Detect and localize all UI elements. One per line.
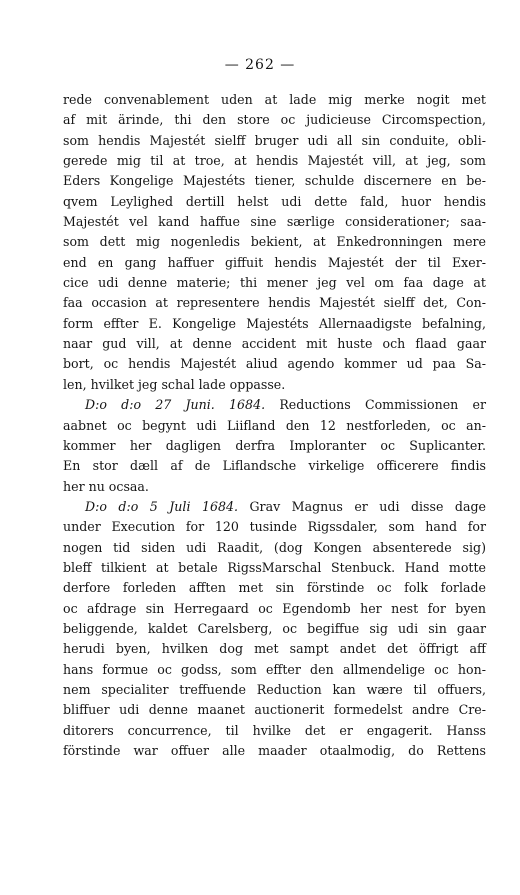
- text-line: kommer her dagligen derfra Imploranter oc Suplicanter.: [63, 437, 486, 453]
- text-line: förstinde war offuer alle maader otaalmodig, do Rettens: [63, 743, 486, 758]
- text-line: Majestét vel kand haffue sine særlige considerationer; saa-: [63, 214, 486, 230]
- paragraph-first-line: [63, 395, 486, 415]
- text-line: naar gud vill, at denne accident mit huste och flaad gaar: [63, 336, 486, 352]
- text-line: gerede mig til at troe, at hendis Majestét vill, at jeg, som: [63, 153, 486, 169]
- text-line: derfore forleden afften met sin förstinde oc folk forlade: [63, 580, 486, 596]
- text-line: len, hvilket jeg schal lade oppasse.: [63, 376, 286, 392]
- text-line: En stor dæll af de Liflandsche virkelige officerere findis: [63, 458, 486, 474]
- text-line: som dett mig nogenledis bekient, at Enkedronningen mere: [63, 234, 486, 250]
- text-line: ditorers concurrence, til hvilke det er engagerit. Hanss: [63, 722, 486, 738]
- entry-date: D:o d:o 27 Juni. 1684.: [85, 397, 266, 413]
- text-line: cice udi denne materie; thi mener jeg vel om faa dage at: [63, 275, 486, 291]
- text-line: rede convenablement uden at lade mig merke nogit met: [63, 92, 486, 107]
- text-line: nogen tid siden udi Raadit, (dog Kongen absenterede sig): [63, 539, 486, 555]
- page-number-header: — 262 —: [224, 57, 296, 73]
- text-line: form effter E. Kongelige Majestéts Allernaadigste befalning,: [63, 315, 486, 331]
- body-text: [63, 90, 486, 761]
- text-line: faa occasion at representere hendis Majestét sielff det, Con-: [63, 295, 486, 311]
- text-line: end en gang haffuer giffuit hendis Majestét der til Exer-: [63, 254, 486, 270]
- entry-date: D:o d:o 5 Juli 1684.: [85, 498, 239, 514]
- text-line: oc afdrage sin Herregaard oc Egendomb her nest for byen: [63, 600, 486, 616]
- paragraph-first-line: [63, 497, 486, 517]
- text-line: bleff tilkient at betale RigssMarschal Stenbuck. Hand motte: [63, 559, 486, 575]
- text-line: af mit ärinde, thi den store oc judicieuse Circomspection,: [63, 112, 486, 128]
- text-line: nem specialiter treffuende Reduction kan wære til offuers,: [63, 681, 486, 697]
- text-line: herudi byen, hvilken dog met sampt andet det öffrigt aff: [63, 641, 486, 657]
- text-line: under Execution for 120 tusinde Rigssdaler, som hand for: [63, 519, 486, 535]
- text-line: Eders Kongelige Majestéts tiener, schulde discernere en be-: [63, 173, 486, 189]
- text-line: aabnet oc begynt udi Liifland den 12 nestforleden, oc an-: [63, 417, 486, 433]
- text-fragment: Reductions Commissionen er: [279, 397, 486, 413]
- text-fragment: Grav Magnus er udi disse dage: [249, 498, 486, 514]
- text-line: hans formue oc godss, som effter den allmendelige oc hon-: [63, 661, 486, 677]
- text-line: her nu ocsaa.: [63, 478, 149, 494]
- text-line: bort, oc hendis Majestét aliud agendo kommer ud paa Sa-: [63, 356, 486, 372]
- text-line: som hendis Majestét sielff bruger udi all sin conduite, obli-: [63, 132, 486, 148]
- text-line: bliffuer udi denne maanet auctionerit formedelst andre Cre-: [63, 702, 486, 718]
- text-line: beliggende, kaldet Carelsberg, oc begiffue sig udi sin gaar: [63, 620, 486, 636]
- text-line: qvem Leylighed dertill helst udi dette fald, huor hendis: [63, 193, 486, 209]
